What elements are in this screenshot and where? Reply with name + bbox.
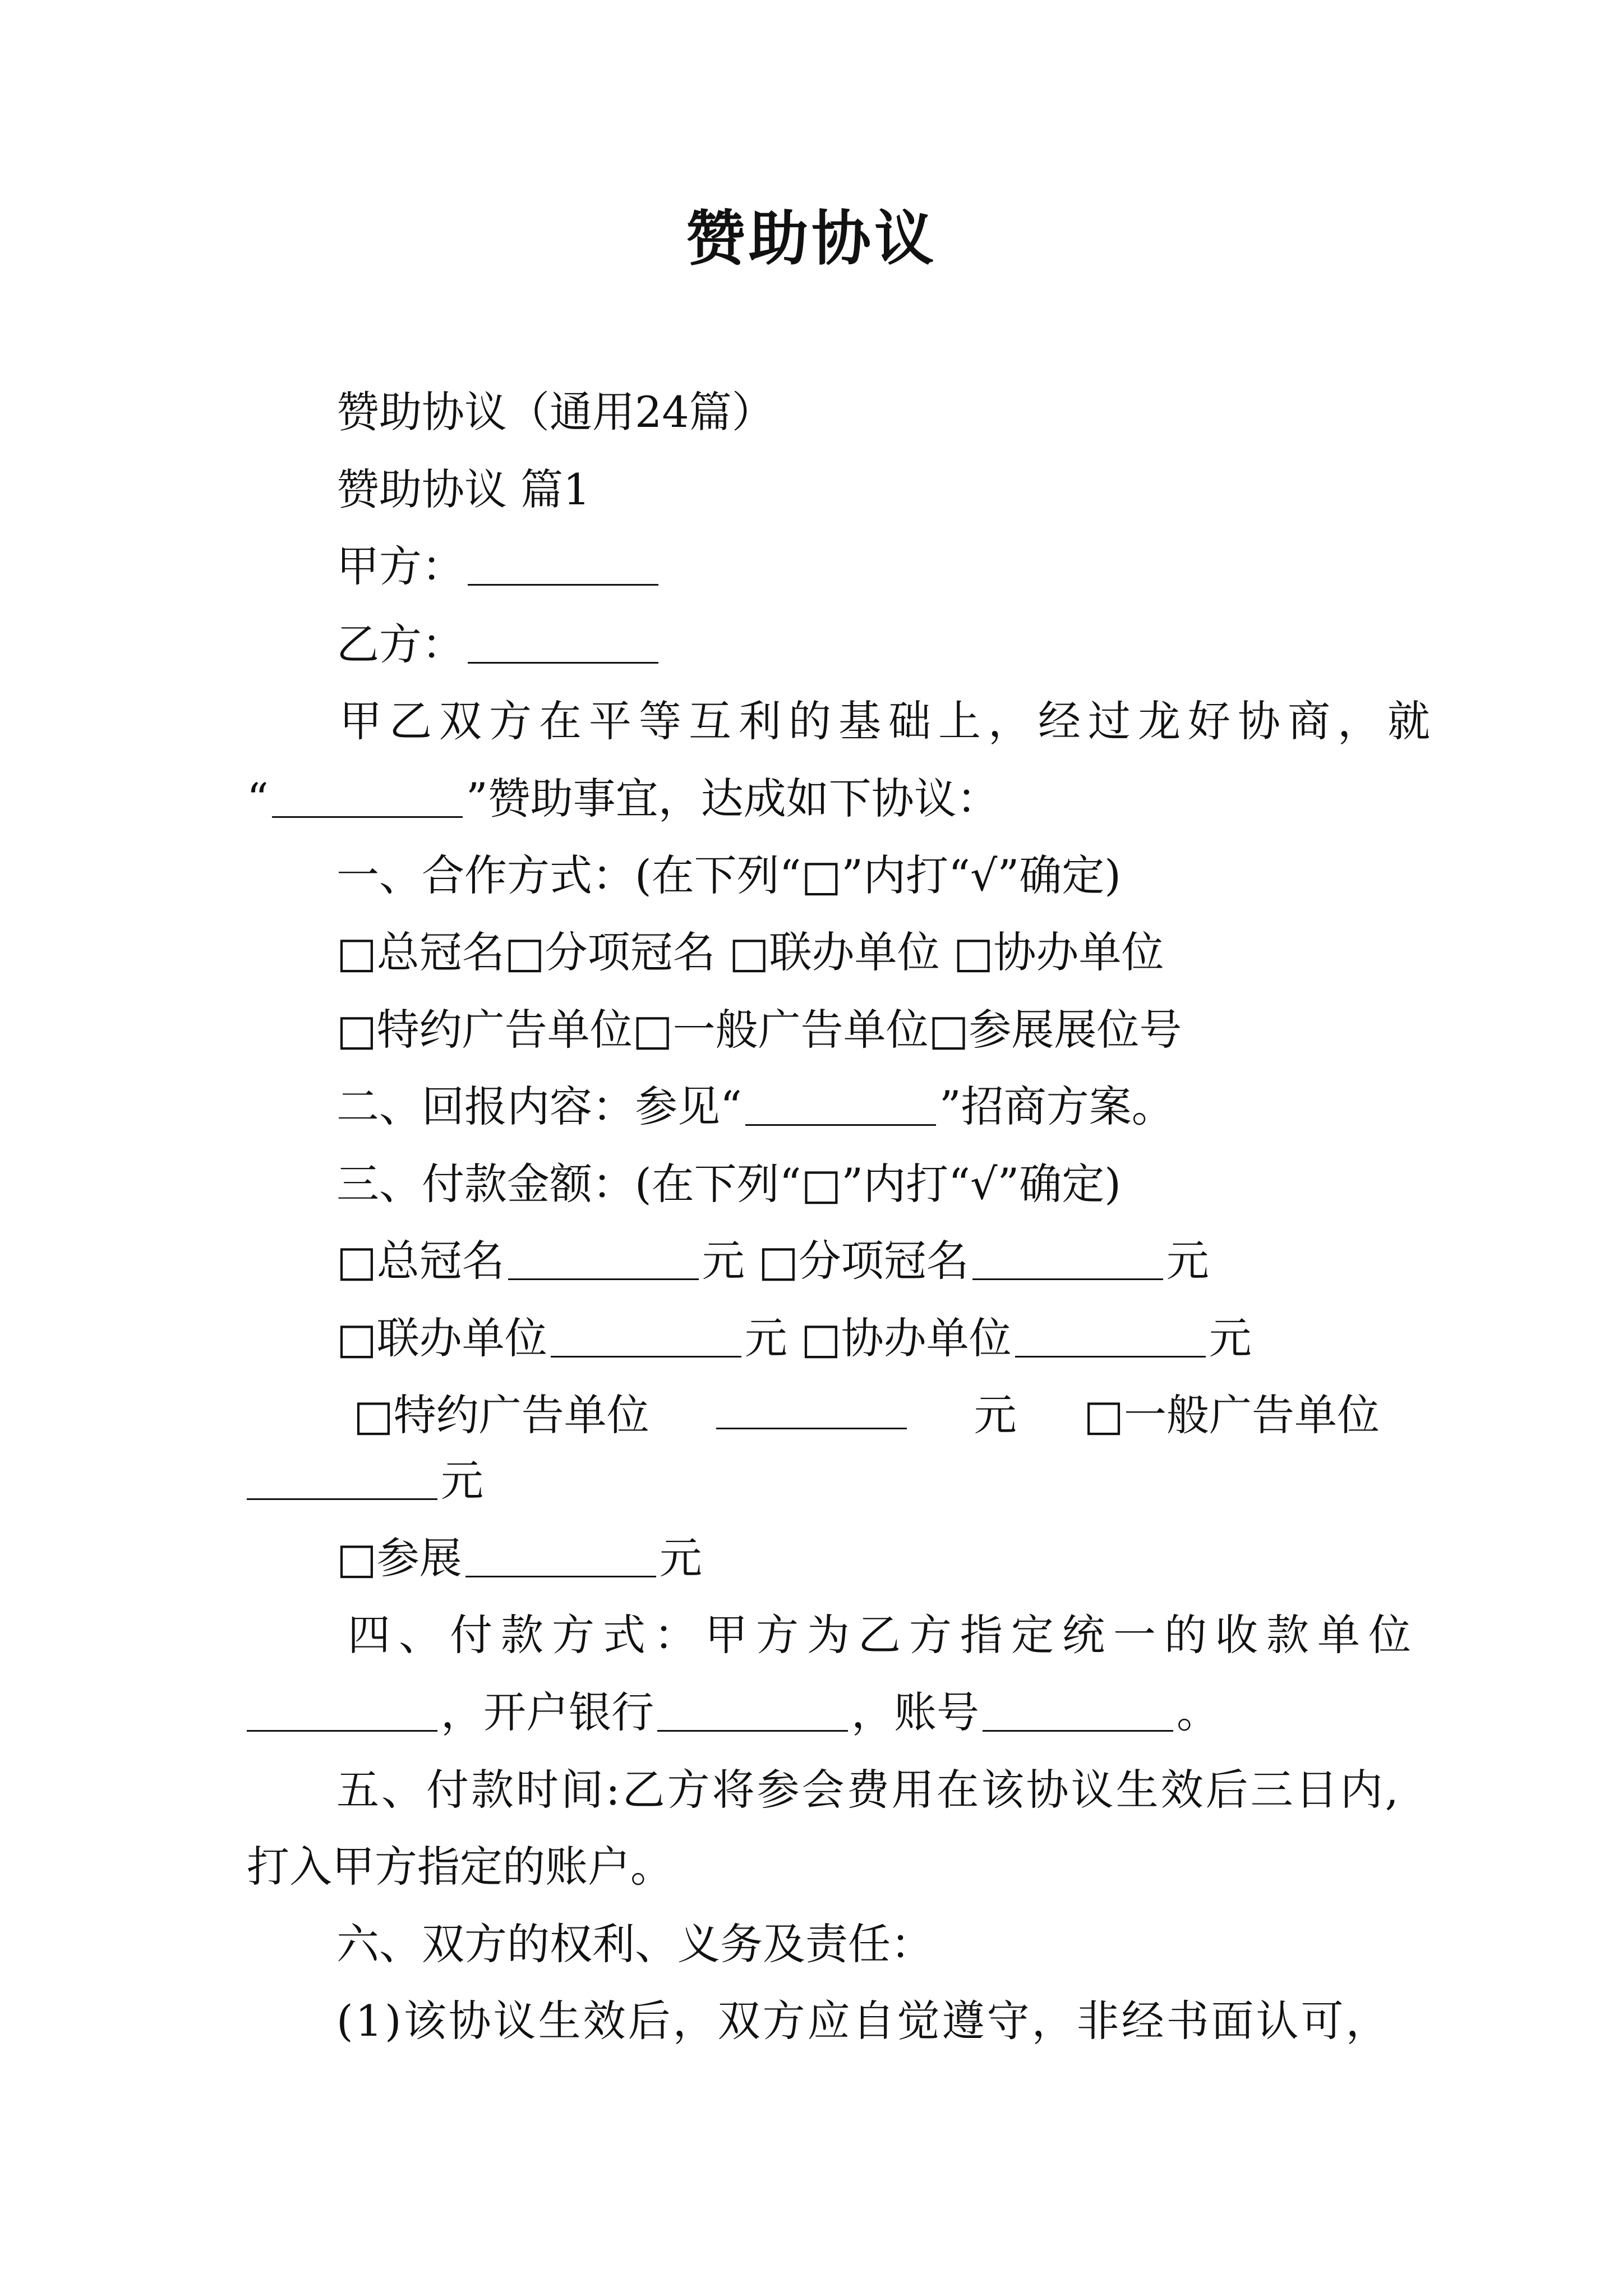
- yuan-label: 元: [441, 1456, 483, 1506]
- co-organizer-label: □联办单位: [336, 1313, 547, 1363]
- sub-sponsor-label: □分项冠名: [744, 1236, 969, 1286]
- amount-line-1: [336, 1234, 1209, 1288]
- title-sponsor-label: □总冠名: [336, 1236, 505, 1286]
- sec4-line-2: [247, 1686, 1219, 1740]
- sec1-options-line-2: □特约广告单位□一般广告单位□参展展位号: [336, 1005, 1182, 1055]
- sec4-bank-label: ，开户银行: [441, 1687, 654, 1737]
- yuan-label: 元: [659, 1533, 702, 1583]
- sec6-item-1: (1)该协议生效后，双方应自觉遵守，非经书面认可，: [336, 1996, 1391, 2046]
- intro-line-2: [247, 772, 999, 826]
- party-b-label: 乙方：: [336, 619, 464, 669]
- yuan-label: 元: [744, 1313, 787, 1363]
- yuan-label: 元: [1209, 1313, 1252, 1363]
- account-blank: [983, 1691, 1173, 1732]
- document-subtitle: 赞助协议（通用24篇）: [336, 387, 774, 437]
- party-a-line: [336, 540, 662, 593]
- intro-line-1: 甲乙双方在平等互利的基础上，经过龙好协商，就: [339, 696, 1437, 746]
- page-title: 赞助协议: [686, 203, 937, 273]
- part-heading: 赞助协议 篇1: [336, 464, 591, 514]
- general-ad-label: □一般广告单位: [1083, 1390, 1380, 1440]
- intro-open-quote: “: [247, 774, 269, 823]
- yuan-label: 元: [702, 1236, 745, 1286]
- general-ad-blank: [247, 1459, 437, 1500]
- special-ad-label: □特约广告单位: [353, 1390, 649, 1440]
- title-sponsor-blank: [508, 1239, 699, 1280]
- party-b-line: [336, 618, 662, 671]
- sub-sponsor-blank: [972, 1239, 1163, 1280]
- bank-blank: [657, 1691, 848, 1732]
- exhibit-blank: [465, 1536, 656, 1577]
- payee-blank: [247, 1691, 437, 1732]
- party-a-blank: [468, 545, 658, 586]
- sec2-prefix: 二、回报内容：参见“: [336, 1082, 742, 1131]
- sec1-options-line-1: □总冠名□分项冠名 □联办单位 □协办单位: [336, 927, 1164, 977]
- amount-line-3: [353, 1388, 1380, 1442]
- yuan-label: 元: [1166, 1236, 1209, 1286]
- amount-line-2: [336, 1312, 1252, 1365]
- intro-line-2-text: ”赞助事宜，达成如下协议：: [465, 774, 999, 823]
- amount-line-3-cont: [247, 1454, 483, 1508]
- sec3-heading: 三、付款金额：(在下列“□”内打“√”确定): [336, 1159, 1121, 1209]
- party-b-blank: [468, 623, 658, 664]
- sec2-line: [336, 1080, 1174, 1134]
- sec4-line-1: 四、付款方式：甲方为乙方指定统一的收款单位: [348, 1610, 1419, 1660]
- yuan-label: 元: [974, 1390, 1017, 1440]
- special-ad-blank: [716, 1388, 907, 1429]
- party-a-label: 甲方：: [336, 541, 464, 591]
- sec4-account-label: ，账号: [851, 1687, 979, 1737]
- sec1-heading: 一、合作方式：(在下列“□”内打“√”确定): [336, 850, 1121, 900]
- sec2-blank: [745, 1085, 936, 1126]
- sec2-suffix: ”招商方案。: [939, 1082, 1174, 1131]
- sec5-line-2: 打入甲方指定的账户。: [247, 1842, 673, 1892]
- amount-line-4: [336, 1531, 702, 1585]
- sec5-line-1: 五、付款时间:乙方将参会费用在该协议生效后三日内,: [336, 1765, 1401, 1815]
- assistant-blank: [1015, 1317, 1206, 1358]
- sec6-heading: 六、双方的权利、义务及责任：: [336, 1919, 933, 1969]
- sec4-end: 。: [1177, 1687, 1219, 1737]
- assistant-label: □协办单位: [787, 1313, 1012, 1363]
- exhibit-label: □参展: [336, 1533, 462, 1583]
- event-name-blank: [272, 777, 463, 818]
- co-organizer-blank: [551, 1317, 741, 1358]
